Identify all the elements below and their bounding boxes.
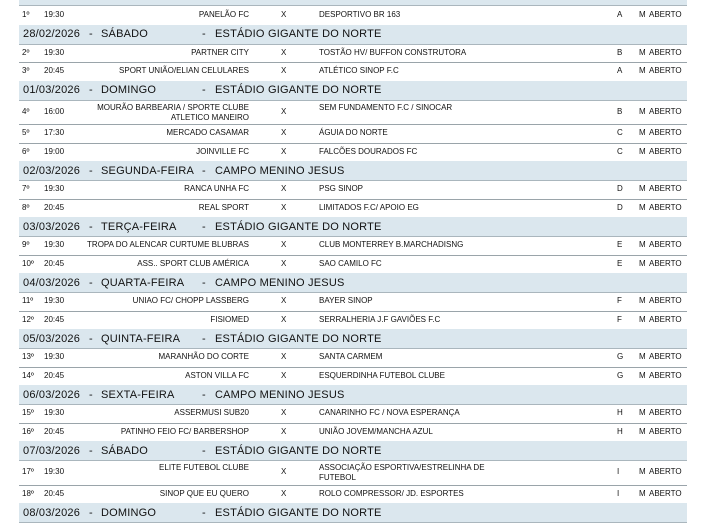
match-category: M bbox=[639, 314, 646, 324]
match-group: C bbox=[617, 146, 623, 156]
header-dash: - bbox=[89, 506, 93, 519]
match-row bbox=[19, 236, 687, 256]
versus-mark: X bbox=[281, 258, 287, 268]
match-number: 10º bbox=[22, 258, 34, 268]
header-dash: - bbox=[202, 164, 206, 177]
header-dash: - bbox=[202, 84, 206, 96]
versus-mark: X bbox=[281, 426, 287, 436]
header-dash: - bbox=[202, 220, 206, 233]
away-team: ASSOCIAÇÃO ESPORTIVA/ESTRELINHA DE FUTEBOL bbox=[319, 463, 485, 482]
match-number: 3º bbox=[22, 66, 30, 76]
header-venue: ESTÁDIO GIGANTE DO NORTE bbox=[215, 220, 382, 233]
match-number: 12º bbox=[22, 314, 34, 324]
home-team: MARANHÃO DO CORTE bbox=[158, 352, 249, 362]
match-status: ABERTO bbox=[649, 467, 682, 477]
header-weekday: DOMINGO bbox=[101, 84, 157, 96]
match-status: ABERTO bbox=[649, 426, 682, 436]
match-time: 20:45 bbox=[44, 426, 65, 436]
date-header-row bbox=[19, 273, 687, 293]
header-venue: CAMPO MENINO JESUS bbox=[215, 276, 345, 289]
match-status: ABERTO bbox=[649, 314, 682, 324]
match-time: 19:30 bbox=[44, 47, 65, 57]
header-date: 03/03/2026 bbox=[23, 220, 81, 233]
match-category: M bbox=[639, 66, 646, 76]
header-weekday: DOMINGO bbox=[101, 506, 157, 519]
header-dash: - bbox=[202, 332, 206, 345]
header-weekday: SEGUNDA-FEIRA bbox=[101, 164, 195, 177]
match-category: M bbox=[639, 408, 646, 418]
date-header-row bbox=[19, 503, 687, 523]
date-header-row bbox=[19, 329, 687, 349]
match-number: 2º bbox=[22, 47, 30, 57]
match-row bbox=[19, 255, 687, 275]
away-team: PSG SINOP bbox=[319, 184, 364, 194]
away-team: SERRALHERIA J.F GAVIÕES F.C bbox=[319, 314, 441, 324]
home-team: PANELÃO FC bbox=[198, 10, 249, 20]
match-row bbox=[19, 460, 687, 486]
header-date: 05/03/2026 bbox=[23, 332, 81, 345]
header-date: 06/03/2026 bbox=[23, 388, 81, 401]
match-group: A bbox=[617, 66, 623, 76]
away-team: SAO CAMILO FC bbox=[319, 258, 382, 268]
match-group: B bbox=[617, 47, 623, 57]
match-row bbox=[19, 348, 687, 368]
match-group: B bbox=[617, 106, 623, 116]
match-number: 13º bbox=[22, 352, 34, 362]
date-header-row bbox=[19, 25, 687, 45]
match-category: M bbox=[639, 258, 646, 268]
versus-mark: X bbox=[281, 296, 287, 306]
match-row bbox=[19, 6, 687, 26]
versus-mark: X bbox=[281, 352, 287, 362]
match-group: H bbox=[617, 408, 623, 418]
match-group: C bbox=[617, 128, 623, 138]
versus-mark: X bbox=[281, 10, 287, 20]
header-dash: - bbox=[89, 84, 93, 96]
match-category: M bbox=[639, 202, 646, 212]
match-time: 19:30 bbox=[44, 296, 65, 306]
match-status: ABERTO bbox=[649, 258, 682, 268]
match-category: M bbox=[639, 370, 646, 380]
header-weekday: SEXTA-FEIRA bbox=[101, 388, 175, 401]
away-team: FALCÕES DOURADOS FC bbox=[319, 146, 418, 156]
header-venue: ESTÁDIO GIGANTE DO NORTE bbox=[215, 332, 382, 345]
away-team: CANARINHO FC / NOVA ESPERANÇA bbox=[319, 408, 460, 418]
match-category: M bbox=[639, 352, 646, 362]
date-header-row bbox=[19, 385, 687, 405]
header-weekday: QUARTA-FEIRA bbox=[101, 276, 185, 289]
match-category: M bbox=[639, 296, 646, 306]
match-status: ABERTO bbox=[649, 488, 682, 498]
header-weekday: TERÇA-FEIRA bbox=[101, 220, 177, 233]
match-status: ABERTO bbox=[649, 66, 682, 76]
match-row bbox=[19, 485, 687, 505]
match-time: 19:30 bbox=[44, 240, 65, 250]
away-team: LIMITADOS F.C/ APOIO EG bbox=[319, 202, 419, 212]
match-row bbox=[19, 62, 687, 82]
header-dash: - bbox=[89, 164, 93, 177]
header-venue: ESTÁDIO GIGANTE DO NORTE bbox=[215, 28, 382, 40]
match-group: D bbox=[617, 184, 623, 194]
header-date: 01/03/2026 bbox=[23, 84, 81, 96]
away-team: ESQUERDINHA FUTEBOL CLUBE bbox=[319, 370, 445, 380]
match-time: 19:00 bbox=[44, 146, 65, 156]
match-row bbox=[19, 311, 687, 331]
versus-mark: X bbox=[281, 47, 287, 57]
home-team: ASS.. SPORT CLUB AMÉRICA bbox=[137, 258, 249, 268]
match-number: 14º bbox=[22, 370, 34, 380]
header-dash: - bbox=[89, 220, 93, 233]
match-row bbox=[19, 199, 687, 219]
match-time: 17:30 bbox=[44, 128, 65, 138]
match-row bbox=[19, 404, 687, 424]
match-category: M bbox=[639, 184, 646, 194]
match-number: 15º bbox=[22, 408, 34, 418]
match-number: 11º bbox=[22, 296, 34, 306]
match-group: A bbox=[617, 10, 623, 20]
match-time: 20:45 bbox=[44, 488, 65, 498]
match-category: M bbox=[639, 240, 646, 250]
match-time: 19:30 bbox=[44, 10, 65, 20]
home-team: RANCA UNHA FC bbox=[184, 184, 249, 194]
match-row bbox=[19, 143, 687, 163]
header-venue: ESTÁDIO GIGANTE DO NORTE bbox=[215, 84, 382, 96]
match-time: 20:45 bbox=[44, 258, 65, 268]
header-venue: ESTÁDIO GIGANTE DO NORTE bbox=[215, 444, 382, 457]
match-row bbox=[19, 367, 687, 387]
home-team: TROPA DO ALENCAR CURTUME BLUBRAS bbox=[87, 240, 249, 250]
match-number: 9º bbox=[22, 240, 30, 250]
header-dash: - bbox=[89, 388, 93, 401]
match-group: F bbox=[617, 314, 622, 324]
home-team: FISIOMED bbox=[210, 314, 249, 324]
match-row bbox=[19, 44, 687, 64]
header-date: 07/03/2026 bbox=[23, 444, 81, 457]
home-team: PARTNER CITY bbox=[191, 47, 249, 57]
match-row bbox=[19, 100, 687, 126]
header-venue: CAMPO MENINO JESUS bbox=[215, 388, 345, 401]
header-weekday: QUINTA-FEIRA bbox=[101, 332, 181, 345]
match-group: I bbox=[617, 488, 620, 498]
match-status: ABERTO bbox=[649, 184, 682, 194]
match-category: M bbox=[639, 47, 646, 57]
versus-mark: X bbox=[281, 202, 287, 212]
match-row bbox=[19, 124, 687, 144]
home-team: ELITE FUTEBOL CLUBE bbox=[159, 463, 249, 472]
home-team: REAL SPORT bbox=[198, 202, 249, 212]
match-time: 19:30 bbox=[44, 352, 65, 362]
match-row bbox=[19, 292, 687, 312]
match-number: 6º bbox=[22, 146, 30, 156]
match-group: G bbox=[617, 352, 624, 362]
home-team: SINOP QUE EU QUERO bbox=[159, 488, 249, 498]
match-status: ABERTO bbox=[649, 47, 682, 57]
match-status: ABERTO bbox=[649, 408, 682, 418]
versus-mark: X bbox=[281, 184, 287, 194]
home-team: PATINHO FEIO FC/ BARBERSHOP bbox=[120, 426, 249, 436]
away-team: SEM FUNDAMENTO F.C / SINOCAR bbox=[319, 102, 453, 112]
match-status: ABERTO bbox=[649, 146, 682, 156]
header-dash: - bbox=[89, 332, 93, 345]
header-date: 02/03/2026 bbox=[23, 164, 81, 177]
versus-mark: X bbox=[281, 314, 287, 324]
match-time: 19:30 bbox=[44, 184, 65, 194]
versus-mark: X bbox=[281, 240, 287, 250]
match-status: ABERTO bbox=[649, 370, 682, 380]
header-dash: - bbox=[202, 388, 206, 401]
away-team: ÁGUIA DO NORTE bbox=[319, 128, 388, 138]
header-dash: - bbox=[202, 276, 206, 289]
header-date: 28/02/2026 bbox=[23, 28, 81, 40]
header-venue: ESTÁDIO GIGANTE DO NORTE bbox=[215, 506, 382, 519]
match-status: ABERTO bbox=[649, 352, 682, 362]
versus-mark: X bbox=[281, 66, 287, 76]
header-dash: - bbox=[202, 506, 206, 519]
versus-mark: X bbox=[281, 488, 287, 498]
versus-mark: X bbox=[281, 146, 287, 156]
versus-mark: X bbox=[281, 106, 287, 116]
match-group: F bbox=[617, 296, 622, 306]
header-dash: - bbox=[89, 444, 93, 457]
header-weekday: SÁBADO bbox=[101, 28, 149, 40]
match-category: M bbox=[639, 426, 646, 436]
home-team: ASSERMUSI SUB20 bbox=[174, 408, 249, 418]
match-category: M bbox=[639, 128, 646, 138]
home-team: MERCADO CASAMAR bbox=[166, 128, 249, 138]
match-group: E bbox=[617, 258, 623, 268]
match-status: ABERTO bbox=[649, 128, 682, 138]
date-header-row bbox=[19, 441, 687, 461]
match-status: ABERTO bbox=[649, 10, 682, 20]
match-time: 20:45 bbox=[44, 66, 65, 76]
match-status: ABERTO bbox=[649, 296, 682, 306]
match-number: 4º bbox=[22, 106, 30, 116]
header-dash: - bbox=[202, 444, 206, 457]
header-weekday: SÁBADO bbox=[101, 444, 149, 457]
match-number: 18º bbox=[22, 488, 34, 498]
away-team: SANTA CARMEM bbox=[319, 352, 383, 362]
versus-mark: X bbox=[281, 128, 287, 138]
away-team: ATLÉTICO SINOP F.C bbox=[319, 66, 399, 76]
home-team: MOURÃO BARBEARIA / SPORTE CLUBE ATLETICO MANEIRO bbox=[97, 102, 249, 122]
match-time: 20:45 bbox=[44, 202, 65, 212]
match-category: M bbox=[639, 10, 646, 20]
match-group: I bbox=[617, 467, 620, 477]
header-date: 08/03/2026 bbox=[23, 506, 81, 519]
versus-mark: X bbox=[281, 370, 287, 380]
match-group: D bbox=[617, 202, 623, 212]
away-team: UNIÃO JOVEM/MANCHA AZUL bbox=[319, 426, 433, 436]
match-group: E bbox=[617, 240, 623, 250]
away-team: TOSTÃO HV/ BUFFON CONSTRUTORA bbox=[319, 47, 467, 57]
match-number: 16º bbox=[22, 426, 34, 436]
away-team: ROLO COMPRESSOR/ JD. ESPORTES bbox=[319, 488, 464, 498]
date-header-row bbox=[19, 217, 687, 237]
match-number: 8º bbox=[22, 202, 30, 212]
home-team: UNIAO FC/ CHOPP LASSBERG bbox=[132, 296, 249, 306]
match-time: 20:45 bbox=[44, 370, 65, 380]
date-header-row bbox=[19, 161, 687, 181]
home-team: SPORT UNIÃO/ELIAN CELULARES bbox=[119, 66, 249, 76]
away-team: CLUB MONTERREY B.MARCHADISNG bbox=[319, 240, 464, 250]
match-category: M bbox=[639, 488, 646, 498]
header-venue: CAMPO MENINO JESUS bbox=[215, 164, 345, 177]
match-category: M bbox=[639, 106, 646, 116]
match-status: ABERTO bbox=[649, 202, 682, 212]
header-dash: - bbox=[202, 28, 206, 40]
match-group: H bbox=[617, 426, 623, 436]
match-number: 1º bbox=[22, 10, 30, 20]
match-time: 19:30 bbox=[44, 408, 65, 418]
match-status: ABERTO bbox=[649, 106, 682, 116]
match-row bbox=[19, 423, 687, 443]
match-status: ABERTO bbox=[649, 240, 682, 250]
home-team: ASTON VILLA FC bbox=[185, 370, 249, 380]
home-team: JOINVILLE FC bbox=[196, 146, 249, 156]
match-time: 16:00 bbox=[44, 106, 65, 116]
versus-mark: X bbox=[281, 467, 287, 477]
date-header-row bbox=[19, 81, 687, 101]
header-dash: - bbox=[89, 276, 93, 289]
match-category: M bbox=[639, 467, 646, 477]
match-category: M bbox=[639, 146, 646, 156]
versus-mark: X bbox=[281, 408, 287, 418]
away-team: BAYER SINOP bbox=[319, 296, 373, 306]
match-time: 20:45 bbox=[44, 314, 65, 324]
match-number: 7º bbox=[22, 184, 30, 194]
match-number: 5º bbox=[22, 128, 30, 138]
match-time: 19:30 bbox=[44, 467, 65, 477]
match-group: G bbox=[617, 370, 624, 380]
match-row bbox=[19, 180, 687, 200]
match-number: 17º bbox=[22, 467, 34, 477]
header-dash: - bbox=[89, 28, 93, 40]
header-date: 04/03/2026 bbox=[23, 276, 81, 289]
away-team: DESPORTIVO BR 163 bbox=[319, 10, 401, 20]
